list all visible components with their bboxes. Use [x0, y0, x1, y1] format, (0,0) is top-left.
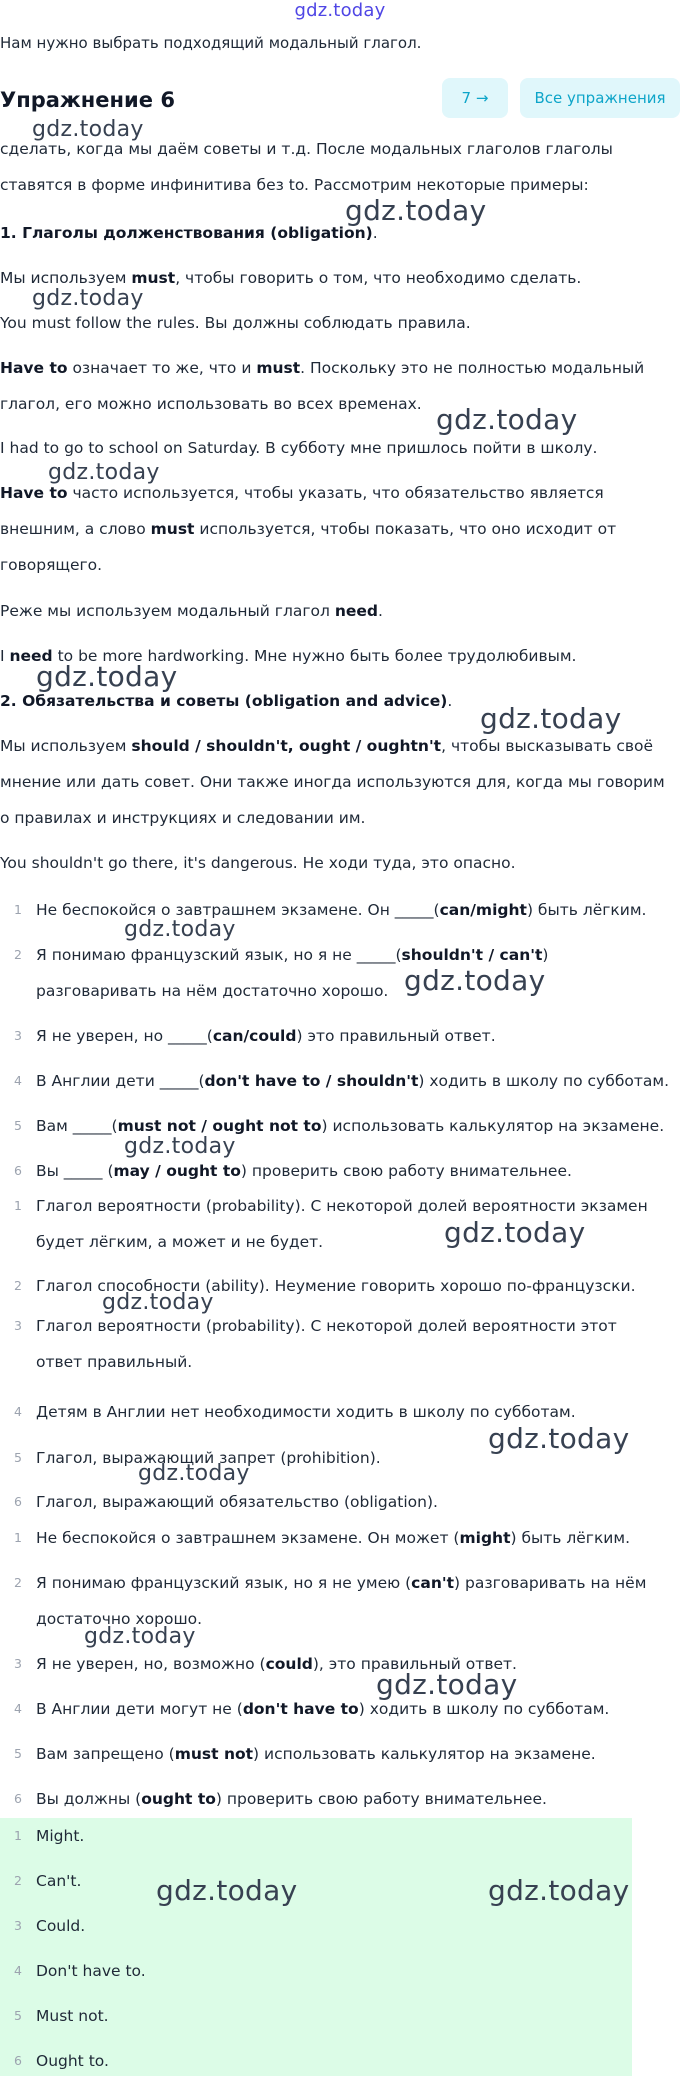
answer-keyword: don't have to — [242, 1700, 359, 1718]
text-run: . Поскольку это не полностью модальный — [300, 359, 645, 377]
text-run: внешним, а слово — [0, 520, 151, 538]
heading-text: 2. Обязательства и советы (obligation and advice) — [0, 692, 448, 710]
translation-text — [36, 1520, 676, 1556]
watermark: gdz.today — [32, 286, 144, 311]
task-text — [36, 1063, 676, 1099]
keyword: need — [334, 602, 378, 620]
text-run: ) использовать калькулятор на экзамене. — [253, 1745, 596, 1763]
translation-number: 4 — [14, 1701, 22, 1716]
text-run: Реже мы используем модальный глагол — [0, 602, 335, 620]
watermark: gdz.today — [480, 702, 622, 735]
text-run: ) использовать калькулятор на экзамене. — [321, 1117, 665, 1135]
example-sentence: You must follow the rules. Вы должны соблюдать правила. — [0, 314, 471, 332]
translation-number: 3 — [14, 1656, 22, 1671]
watermark: gdz.today — [32, 117, 144, 142]
answer-text: Could. — [36, 1917, 86, 1935]
watermark: gdz.today — [124, 917, 236, 942]
answer-text: Must not. — [36, 2007, 109, 2025]
theory-paragraph — [0, 350, 680, 422]
watermark: gdz.today — [102, 1290, 214, 1315]
text-run: Я понимаю французский язык, но я не умею ( — [36, 1574, 412, 1592]
theory-line: о правилах и инструкциях и следовании им. — [0, 809, 366, 827]
keyword: Have to — [0, 484, 68, 502]
explanation-number: 2 — [14, 1278, 22, 1293]
answer-keyword: ought to — [141, 1790, 216, 1808]
example-sentence: You shouldn't go there, it's dangerous. Не ходи туда, это опасно. — [0, 854, 516, 872]
answer-keyword: could — [265, 1655, 313, 1673]
answer-number: 5 — [14, 2008, 22, 2023]
text-run: ) это правильный ответ. — [296, 1027, 496, 1045]
explanation-text — [36, 1308, 676, 1380]
task-text — [36, 937, 676, 1009]
theory-line: мнение или дать совет. Они также иногда используются для, когда мы говорим — [0, 773, 665, 791]
keyword: must — [131, 269, 176, 287]
text-run: используется, чтобы показать, что оно исходит от — [194, 520, 617, 538]
text-run: Мы используем — [0, 737, 132, 755]
keyword: must — [256, 359, 301, 377]
answer-number: 2 — [14, 1873, 22, 1888]
text-run: ) быть лёгким. — [510, 1529, 631, 1547]
text-run: означает то же, что и — [67, 359, 257, 377]
answer-text: Ought to. — [36, 2052, 109, 2070]
text-run: I — [0, 647, 10, 665]
watermark: gdz.today — [436, 403, 578, 436]
keyword: must — [150, 520, 195, 538]
task-number: 3 — [14, 1028, 22, 1043]
theory-line — [0, 511, 680, 547]
translation-number: 5 — [14, 1746, 22, 1761]
answer-number: 4 — [14, 1963, 22, 1978]
theory-paragraph — [0, 593, 680, 629]
text-run: Вам _____( — [36, 1117, 118, 1135]
answer-text: Can't. — [36, 1872, 82, 1890]
text-run: Вы _____ ( — [36, 1162, 114, 1180]
text-run: В Англии дети могут не ( — [36, 1700, 243, 1718]
theory-paragraph — [0, 475, 680, 583]
answer-number: 3 — [14, 1918, 22, 1933]
choice-options: may / ought to — [113, 1162, 241, 1180]
theory-line: глагол, его можно использовать во всех временах. — [0, 395, 422, 413]
example-sentence: I had to go to school on Saturday. В субботу мне пришлось пойти в школу. — [0, 439, 598, 457]
text-run: Вы должны ( — [36, 1790, 142, 1808]
explanation-text: Глагол способности (ability). Неумение говорить хорошо по-французски. — [36, 1277, 636, 1295]
text-run: В Англии дети _____( — [36, 1072, 205, 1090]
exercise-title: Упражнение 6 — [0, 88, 175, 112]
watermark: gdz.today — [488, 1874, 630, 1907]
text-run: ) ходить в школу по субботам. — [418, 1072, 670, 1090]
choice-options: can/could — [212, 1027, 297, 1045]
explanation-number: 6 — [14, 1494, 22, 1509]
translation-text — [36, 1736, 676, 1772]
text-run: Я понимаю французский язык, но я не _____( — [36, 946, 402, 964]
explanation-line: Глагол вероятности (probability). С некоторой долей вероятности этот — [36, 1317, 617, 1335]
explanation-number: 1 — [14, 1198, 22, 1213]
watermark: gdz.today — [138, 1461, 250, 1486]
translation-line: достаточно хорошо. — [36, 1610, 203, 1628]
task-line — [36, 937, 676, 973]
explanation-text: Детям в Англии нет необходимости ходить в школу по субботам. — [36, 1403, 576, 1421]
watermark: gdz.today — [36, 660, 178, 693]
keyword: should / shouldn't, ought / oughtn't — [131, 737, 442, 755]
text-run: часто используется, чтобы указать, что обязательство является — [67, 484, 604, 502]
text-run: , чтобы высказывать своё — [441, 737, 653, 755]
translation-text — [36, 1646, 676, 1682]
text-run: ) — [542, 946, 549, 964]
answer-keyword: can't — [411, 1574, 455, 1592]
task-number: 6 — [14, 1163, 22, 1178]
text-run: . — [377, 602, 383, 620]
watermark: gdz.today — [84, 1624, 196, 1649]
task-line: разговаривать на нём достаточно хорошо. — [36, 982, 389, 1000]
section-heading-obligation — [0, 215, 680, 251]
theory-paragraph — [0, 728, 680, 836]
answer-keyword: might — [459, 1529, 511, 1547]
task-number: 4 — [14, 1073, 22, 1088]
task-number: 1 — [14, 902, 22, 917]
text-run: ) разговаривать на нём — [454, 1574, 647, 1592]
explanation-number: 5 — [14, 1450, 22, 1465]
explanation-line: Глагол вероятности (probability). С некоторой долей вероятности экзамен — [36, 1197, 648, 1215]
keyword: Have to — [0, 359, 68, 377]
heading-tail: . — [372, 224, 378, 242]
watermark: gdz.today — [488, 1422, 630, 1455]
explanation-line: будет лёгким, а может и не будет. — [36, 1233, 324, 1251]
choice-options: can/might — [439, 901, 527, 919]
choice-options: don't have to / shouldn't — [204, 1072, 419, 1090]
explanation-number: 4 — [14, 1404, 22, 1419]
watermark: gdz.today — [156, 1874, 298, 1907]
watermark: gdz.today — [376, 1668, 518, 1701]
keyword: need — [9, 647, 53, 665]
task-text — [36, 1018, 676, 1054]
text-run: , чтобы говорить о том, что необходимо сделать. — [175, 269, 582, 287]
text-run: Я не уверен, но _____( — [36, 1027, 213, 1045]
next-exercise-button[interactable] — [442, 78, 508, 118]
explanation-number: 3 — [14, 1318, 22, 1333]
text-run: ) проверить свою работу внимательнее. — [240, 1162, 572, 1180]
text-run: ) ходить в школу по субботам. — [358, 1700, 610, 1718]
text-run: ) быть лёгким. — [526, 901, 647, 919]
watermark: gdz.today — [48, 460, 160, 485]
task-number: 5 — [14, 1118, 22, 1133]
translation-number: 6 — [14, 1791, 22, 1806]
theory-line: говорящего. — [0, 556, 103, 574]
text-run: Вам запрещено ( — [36, 1745, 175, 1763]
translation-line — [36, 1565, 676, 1601]
task-number: 2 — [14, 947, 22, 962]
next-exercise-label: 7 → — [461, 89, 489, 107]
heading-tail: . — [447, 692, 453, 710]
text-run: ), это правильный ответ. — [312, 1655, 517, 1673]
answer-text: Might. — [36, 1827, 85, 1845]
site-logo[interactable]: gdz.today — [294, 0, 386, 21]
text-run: Я не уверен, но, возможно ( — [36, 1655, 266, 1673]
watermark: gdz.today — [444, 1216, 586, 1249]
explanation-line: ответ правильный. — [36, 1353, 193, 1371]
intro-text: Нам нужно выбрать подходящий модальный глагол. — [0, 34, 422, 52]
text-run: ) проверить свою работу внимательнее. — [215, 1790, 547, 1808]
answer-number: 6 — [14, 2053, 22, 2068]
translation-text — [36, 1691, 676, 1727]
answer-text: Don't have to. — [36, 1962, 146, 1980]
all-exercises-button[interactable] — [520, 78, 680, 118]
text-run: Не беспокойся о завтрашнем экзамене. Он _____( — [36, 901, 440, 919]
choice-options: must not / ought not to — [117, 1117, 322, 1135]
text-run: to be more hardworking. Мне нужно быть более трудолюбивым. — [52, 647, 577, 665]
theory-line: ставятся в форме инфинитива без to. Рассмотрим некоторые примеры: — [0, 176, 589, 194]
answer-number: 1 — [14, 1828, 22, 1843]
theory-line: сделать, когда мы даём советы и т.д. После модальных глаголов глаголы — [0, 140, 613, 158]
watermark: gdz.today — [404, 964, 546, 997]
translation-number: 2 — [14, 1575, 22, 1590]
answers-block — [0, 1818, 632, 2076]
text-run: Мы используем — [0, 269, 132, 287]
choice-options: shouldn't / can't — [401, 946, 543, 964]
watermark: gdz.today — [124, 1134, 236, 1159]
translation-number: 1 — [14, 1530, 22, 1545]
all-exercises-label: Все упражнения — [534, 89, 666, 107]
watermark: gdz.today — [345, 194, 487, 227]
theory-line — [0, 350, 680, 386]
explanation-text: Глагол, выражающий запрет (prohibition). — [36, 1449, 381, 1467]
heading-text: 1. Глаголы долженствования (obligation) — [0, 224, 373, 242]
text-run: Не беспокойся о завтрашнем экзамене. Он может ( — [36, 1529, 460, 1547]
explanation-text: Глагол, выражающий обязательство (obligation). — [36, 1493, 438, 1511]
translation-text — [36, 1781, 676, 1817]
answer-keyword: must not — [174, 1745, 254, 1763]
